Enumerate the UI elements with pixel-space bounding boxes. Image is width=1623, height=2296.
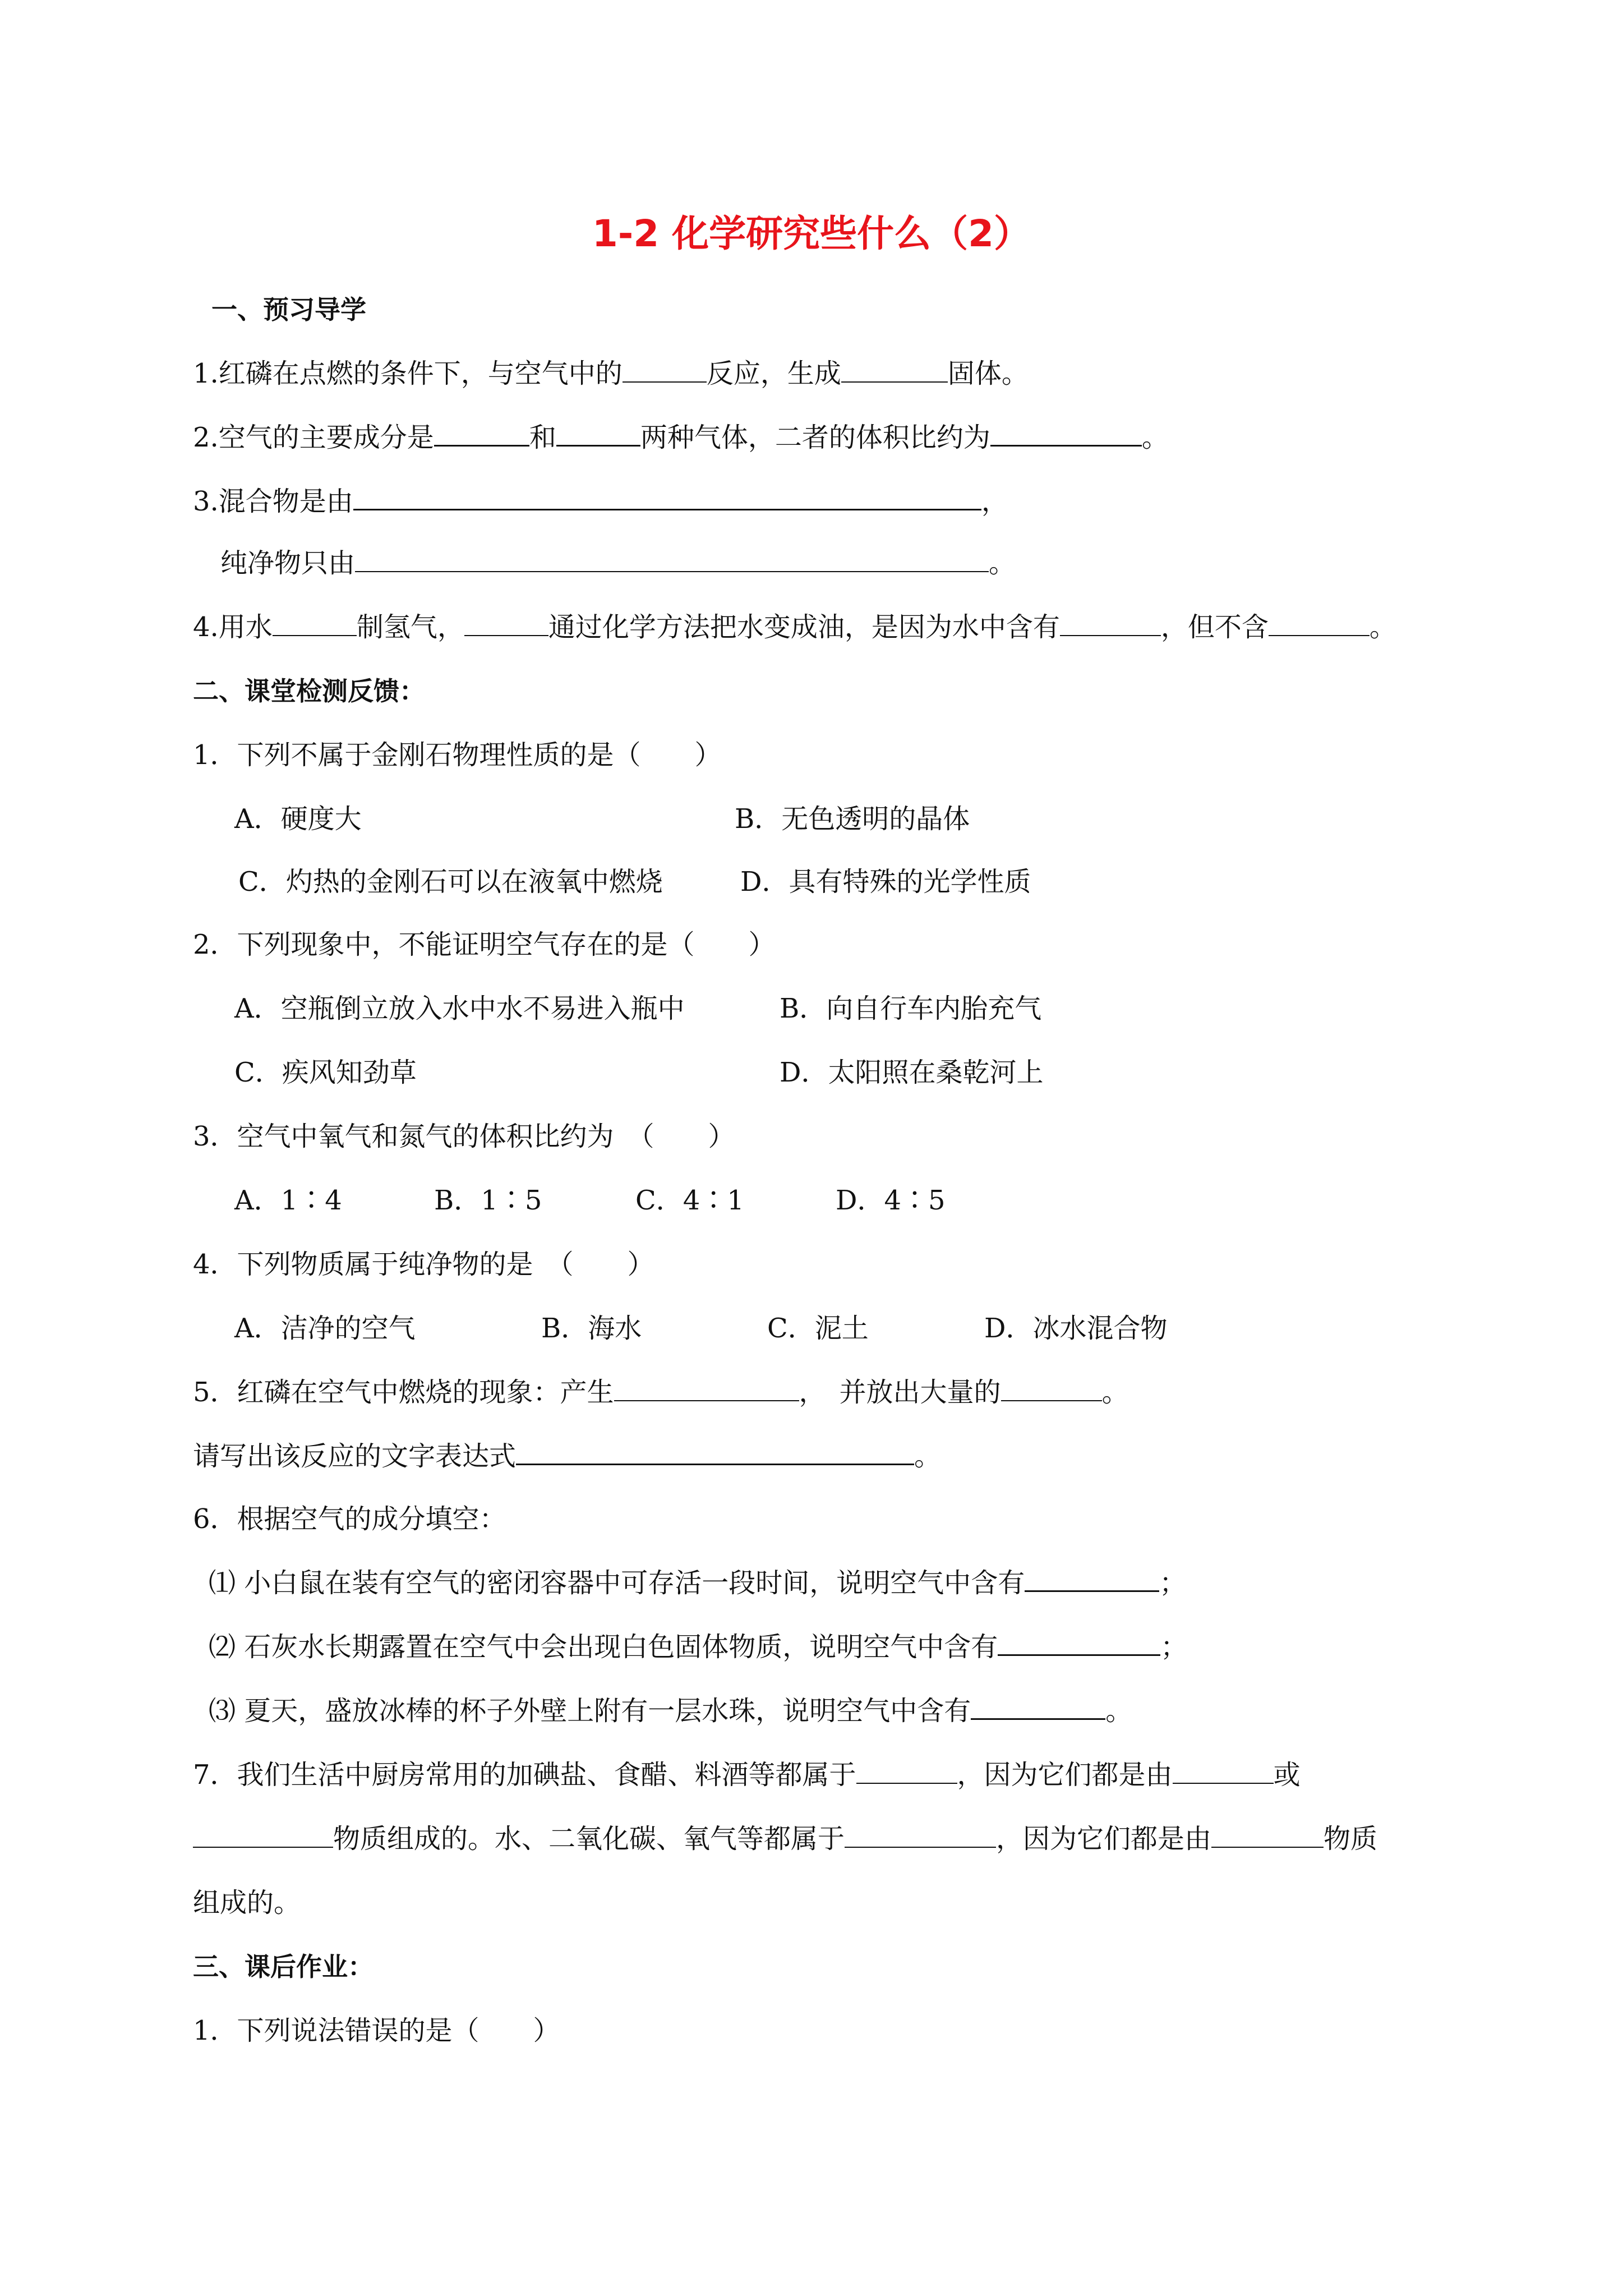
- check-q1-option-b: B．无色透明的晶体: [735, 803, 970, 835]
- fill-blank[interactable]: [1025, 1566, 1159, 1592]
- check-question-4-stem: 4．下列物质属于纯净物的是 （ ）: [193, 1249, 654, 1280]
- check-q2-option-c: C．疾风知劲草: [234, 1057, 417, 1088]
- check-question-1-stem: 1．下列不属于金刚石物理性质的是（ ）: [193, 739, 722, 771]
- fill-blank[interactable]: [623, 357, 707, 383]
- check-q1-option-d: D．具有特殊的光学性质: [740, 866, 1031, 898]
- fill-blank[interactable]: [971, 1694, 1105, 1720]
- check-q6-item-3: ⑶ 夏天，盛放冰棒的杯子外壁上附有一层水珠，说明空气中含有 。: [209, 1693, 1132, 1729]
- fill-blank[interactable]: [1269, 610, 1370, 636]
- check-q3-option-c: C．4∶1: [635, 1185, 744, 1216]
- check-q4-option-b: B．海水: [541, 1313, 642, 1344]
- check-question-7-end: 组成的。: [193, 1887, 301, 1918]
- check-q1-option-c: C．灼热的金刚石可以在液氧中燃烧: [238, 866, 663, 898]
- fill-blank[interactable]: [845, 1822, 996, 1848]
- fill-blank[interactable]: [1060, 610, 1161, 636]
- homework-question-1-stem: 1．下列说法错误的是（ ）: [193, 2015, 560, 2046]
- fill-blank[interactable]: [516, 1439, 914, 1465]
- check-q2-option-a: A．空瓶倒立放入水中水不易进入瓶中: [234, 993, 685, 1024]
- page-title: 1-2 化学研究些什么（2）: [592, 212, 1031, 255]
- section-heading-homework: 三、课后作业：: [193, 1952, 374, 1982]
- check-q6-item-1: ⑴ 小白鼠在装有空气的密闭容器中可存活一段时间，说明空气中含有 ；: [209, 1565, 1186, 1601]
- fill-blank[interactable]: [1001, 1375, 1102, 1401]
- check-question-3-stem: 3．空气中氧气和氮气的体积比约为 （ ）: [193, 1121, 735, 1152]
- check-q3-option-a: A．1∶4: [234, 1185, 342, 1216]
- check-q4-option-d: D．冰水混合物: [984, 1313, 1168, 1344]
- check-q4-option-a: A．洁净的空气: [234, 1313, 416, 1344]
- check-question-6-stem: 6．根据空气的成分填空：: [193, 1503, 506, 1535]
- section-heading-check: 二、课堂检测反馈：: [193, 676, 425, 706]
- check-question-7-cont: 物质组成的。水、二氧化碳、氧气等都属于 ，因为它们都是由 物质: [193, 1821, 1377, 1857]
- preview-question-3: 3.混合物是由 ，: [193, 484, 1008, 519]
- preview-question-1: 1.红磷在点燃的条件下，与空气中的 反应，生成 固体。: [193, 358, 1029, 389]
- check-q1-option-a: A．硬度大: [234, 803, 362, 835]
- check-question-5: 5．红磷在空气中燃烧的现象：产生 ， 并放出大量的 。: [193, 1377, 1129, 1408]
- check-q3-option-b: B．1∶5: [434, 1185, 542, 1216]
- fill-blank[interactable]: [193, 1822, 333, 1848]
- fill-blank[interactable]: [990, 420, 1142, 447]
- fill-blank[interactable]: [841, 357, 948, 383]
- fill-blank[interactable]: [434, 420, 529, 447]
- preview-question-4: 4.用水 制氢气， 通过化学方法把水变成油，是因为水中含有 ，但不含 。: [193, 611, 1396, 643]
- check-question-5-expression: 请写出该反应的文字表达式 。: [193, 1438, 941, 1474]
- check-question-2-stem: 2．下列现象中，不能证明空气存在的是（ ）: [193, 929, 776, 960]
- fill-blank[interactable]: [856, 1758, 957, 1784]
- check-question-7: 7．我们生活中厨房常用的加碘盐、食醋、料酒等都属于 ，因为它们都是由 或: [193, 1759, 1301, 1791]
- fill-blank[interactable]: [614, 1375, 799, 1401]
- fill-blank[interactable]: [353, 484, 981, 510]
- check-q6-item-2: ⑵ 石灰水长期露置在空气中会出现白色固体物质，说明空气中含有 ；: [209, 1629, 1187, 1665]
- fill-blank[interactable]: [998, 1630, 1160, 1656]
- fill-blank[interactable]: [1211, 1822, 1324, 1848]
- fill-blank[interactable]: [556, 420, 640, 447]
- section-heading-preview: 一、预习导学: [211, 295, 366, 325]
- fill-blank[interactable]: [355, 546, 989, 572]
- fill-blank[interactable]: [1173, 1758, 1274, 1784]
- preview-question-3-cont: 纯净物只由 。: [220, 547, 1016, 579]
- check-q3-option-d: D．4∶5: [836, 1185, 946, 1216]
- check-q4-option-c: C．泥土: [767, 1313, 869, 1344]
- preview-question-2: 2.空气的主要成分是 和 两种气体，二者的体积比约为 。: [193, 420, 1169, 455]
- check-q2-option-d: D．太阳照在桑乾河上: [780, 1057, 1044, 1088]
- fill-blank[interactable]: [464, 610, 548, 636]
- fill-blank[interactable]: [273, 610, 357, 636]
- check-q2-option-b: B．向自行车内胎充气: [780, 993, 1042, 1024]
